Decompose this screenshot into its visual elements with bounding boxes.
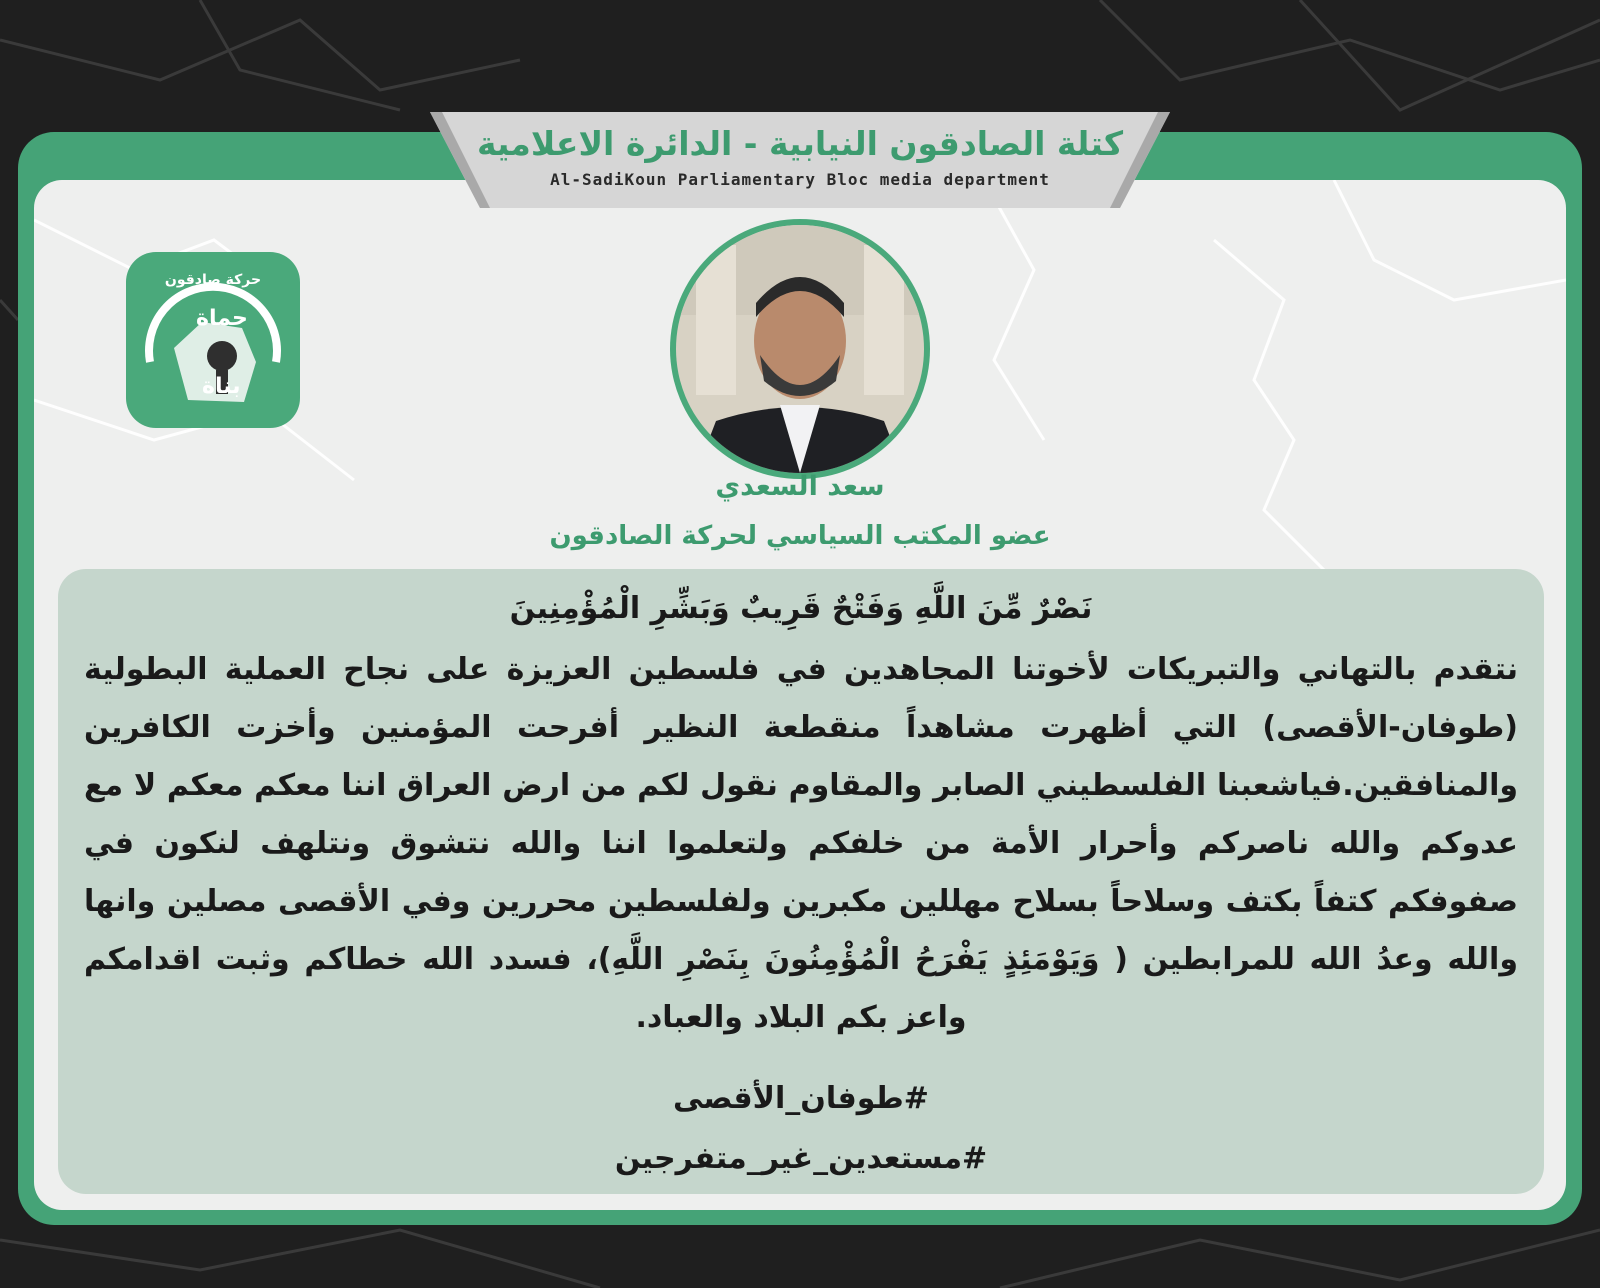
movement-logo	[126, 252, 300, 428]
logo-top-text: حركة صادقون	[164, 272, 262, 288]
speaker-name: سعد السعدي	[715, 471, 885, 502]
speaker-portrait	[670, 219, 930, 479]
header-title-arabic: كتلة الصادقون النيابية - الدائرة الاعلامية	[476, 124, 1124, 163]
logo-word-2: بناة	[202, 374, 241, 399]
header-title-english: Al-SadiKoun Parliamentary Bloc media department	[550, 170, 1050, 189]
quran-verse: نَصْرٌ مِّنَ اللَّهِ وَفَتْحٌ قَرِيبٌ وَبَشِّرِ الْمُؤْمِنِينَ	[509, 591, 1093, 626]
hashtag-1: #طوفان_الأقصى	[673, 1081, 929, 1116]
statement-body: نتقدم بالتهاني والتبريكات لأخوتنا المجاهدين في فلسطين العزيزة على نجاح العملية البطولية (طوفان-الأقصى) التي أظهرت مشاهداً منقطعة النظير أفرحت المؤمنين وأخزت الكافرين والمنافقين.فياشعبنا الفلسطيني الصابر والمقاوم نقول لكم من ارض العراق اننا معكم معكم لا مع عدوكم والله ناصركم وأحرار الأمة من خلفكم ولتعلموا اننا والله نتشوق ونتلهف لنكون في صفوفكم كتفاً بكتف وسلاحاً بسلاح مهللين مكبرين ولفلسطين محررين وفي الأقصى مصلين وانها والله وعدُ الله للمرابطين ( وَيَوْمَئِذٍ يَفْرَحُ الْمُؤْمِنُونَ بِنَصْرِ اللَّهِ)، فسدد الله خطاكم وثبت اقدامكم واعز بكم البلاد والعباد.	[84, 652, 1518, 1035]
logo-word-1: حماة	[196, 306, 248, 331]
statement-panel	[58, 569, 1544, 1194]
speaker-role: عضو المكتب السياسي لحركة الصادقون	[549, 521, 1051, 551]
hashtag-2: #مستعدين_غير_متفرجين	[614, 1141, 988, 1176]
portrait-photo	[676, 225, 924, 473]
